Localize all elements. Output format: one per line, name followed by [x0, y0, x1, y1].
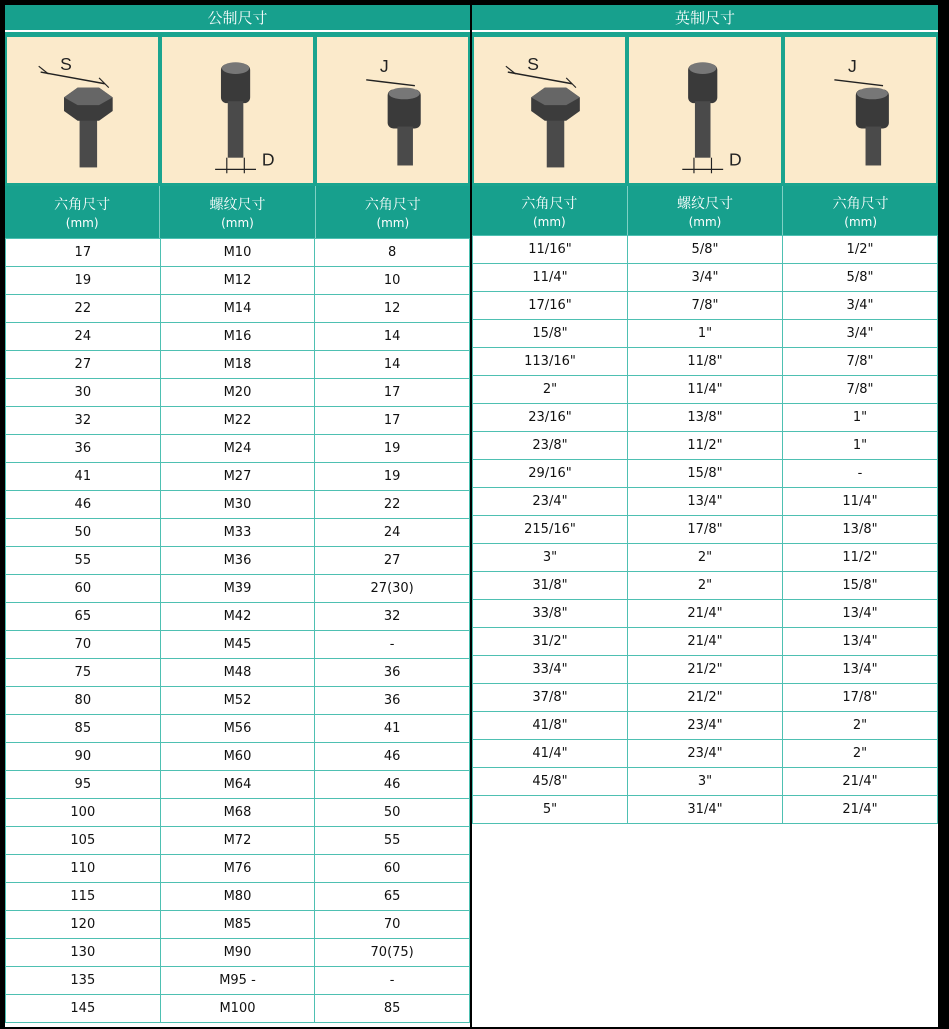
table-cell: 23/8" — [473, 432, 628, 460]
table-cell: 13/8" — [628, 404, 783, 432]
table-row — [6, 519, 470, 547]
header-label: 六角尺寸 — [832, 195, 889, 212]
metric-header-hex2 — [316, 186, 470, 238]
socket-screw-hex-icon — [317, 37, 468, 183]
table-cell: 23/16" — [473, 404, 628, 432]
table-cell: 85 — [6, 715, 161, 743]
table-cell: M90 — [160, 939, 315, 967]
table-cell: 46 — [315, 743, 470, 771]
table-cell: 11/4" — [783, 488, 938, 516]
table-cell: 50 — [315, 799, 470, 827]
table-cell: 3" — [628, 768, 783, 796]
table-cell: 15/8" — [473, 320, 628, 348]
table-cell: 41/8" — [473, 712, 628, 740]
table-cell: M80 — [160, 883, 315, 911]
table-cell: M85 — [160, 911, 315, 939]
table-cell: 23/4" — [473, 488, 628, 516]
table-cell: M68 — [160, 799, 315, 827]
table-cell: M76 — [160, 855, 315, 883]
table-cell: 21/2" — [628, 684, 783, 712]
table-row — [473, 432, 938, 460]
table-cell: 120 — [6, 911, 161, 939]
header-unit: (mm) — [688, 214, 722, 229]
metric-title: 公制尺寸 — [5, 5, 470, 32]
table-cell: 2" — [628, 572, 783, 600]
imperial-header-hex — [472, 186, 628, 235]
table-row — [6, 379, 470, 407]
table-cell: 14 — [315, 323, 470, 351]
header-unit: (mm) — [532, 214, 566, 229]
table-cell: 11/2" — [783, 544, 938, 572]
table-cell: 41 — [6, 463, 161, 491]
table-cell: 17/8" — [783, 684, 938, 712]
table-row — [473, 460, 938, 488]
table-cell: 41 — [315, 715, 470, 743]
table-cell: 110 — [6, 855, 161, 883]
table-row — [6, 827, 470, 855]
table-cell: 11/4" — [628, 376, 783, 404]
table-cell: 90 — [6, 743, 161, 771]
table-cell: 3" — [473, 544, 628, 572]
table-cell: 1/2" — [783, 236, 938, 264]
table-row — [6, 435, 470, 463]
table-cell: 21/4" — [628, 600, 783, 628]
table-cell: 95 — [6, 771, 161, 799]
table-cell: 14 — [315, 351, 470, 379]
table-cell: 65 — [315, 883, 470, 911]
table-row — [473, 348, 938, 376]
table-row — [473, 516, 938, 544]
table-cell: 3/4" — [783, 292, 938, 320]
table-cell: - — [315, 967, 470, 995]
table-cell: 31/8" — [473, 572, 628, 600]
table-cell: 2" — [783, 740, 938, 768]
metric-images — [5, 32, 470, 186]
header-label: 螺纹尺寸 — [209, 197, 266, 213]
header-unit: (mm) — [844, 214, 878, 229]
table-cell: 5" — [473, 796, 628, 824]
table-cell: 100 — [6, 799, 161, 827]
table-row — [6, 911, 470, 939]
table-row — [6, 939, 470, 967]
table-row — [6, 407, 470, 435]
table-cell: 11/4" — [473, 264, 628, 292]
table-cell: M10 — [160, 239, 315, 267]
table-cell: 24 — [6, 323, 161, 351]
table-row — [6, 351, 470, 379]
table-cell: M18 — [160, 351, 315, 379]
table-cell: 50 — [6, 519, 161, 547]
table-cell: 24 — [315, 519, 470, 547]
imperial-panel — [472, 5, 938, 1027]
table-cell: 70 — [315, 911, 470, 939]
socket-screw-hex-icon — [785, 37, 936, 183]
table-row — [6, 631, 470, 659]
table-cell: 32 — [315, 603, 470, 631]
table-cell: 17/16" — [473, 292, 628, 320]
socket-screw-thread-icon — [162, 37, 313, 183]
table-cell: M42 — [160, 603, 315, 631]
table-cell: 105 — [6, 827, 161, 855]
table-cell: 45/8" — [473, 768, 628, 796]
table-cell: 21/2" — [628, 656, 783, 684]
table-row — [473, 712, 938, 740]
table-cell: 1" — [783, 432, 938, 460]
header-label: 六角尺寸 — [364, 197, 421, 213]
table-cell: 21/4" — [628, 628, 783, 656]
table-cell: 5/8" — [628, 236, 783, 264]
table-cell: 41/4" — [473, 740, 628, 768]
table-row — [6, 967, 470, 995]
table-cell: 113/16" — [473, 348, 628, 376]
table-row — [6, 463, 470, 491]
table-cell: 8 — [315, 239, 470, 267]
table-cell: 7/8" — [628, 292, 783, 320]
imperial-table — [472, 235, 938, 824]
table-cell: 5/8" — [783, 264, 938, 292]
table-row — [473, 376, 938, 404]
table-row — [473, 292, 938, 320]
table-cell: 29/16" — [473, 460, 628, 488]
table-cell: 55 — [315, 827, 470, 855]
table-cell: 15/8" — [783, 572, 938, 600]
table-row — [6, 687, 470, 715]
header-unit: (mm) — [65, 216, 99, 230]
hex-bolt-icon — [474, 37, 625, 183]
table-row — [473, 572, 938, 600]
table-cell: 36 — [315, 659, 470, 687]
table-row — [6, 995, 470, 1023]
table-cell: 32 — [6, 407, 161, 435]
metric-header-row — [5, 186, 470, 238]
table-row — [473, 796, 938, 824]
table-cell: 31/4" — [628, 796, 783, 824]
table-row — [473, 264, 938, 292]
table-cell: M16 — [160, 323, 315, 351]
header-unit: (mm) — [221, 216, 254, 230]
metric-header-hex — [5, 186, 160, 238]
table-cell: M48 — [160, 659, 315, 687]
table-cell: - — [783, 460, 938, 488]
table-cell: 2" — [628, 544, 783, 572]
table-cell: M60 — [160, 743, 315, 771]
table-cell: 55 — [6, 547, 161, 575]
table-cell: 46 — [6, 491, 161, 519]
table-cell: - — [315, 631, 470, 659]
table-row — [6, 659, 470, 687]
table-cell: 11/16" — [473, 236, 628, 264]
table-cell: M56 — [160, 715, 315, 743]
table-cell: 19 — [315, 463, 470, 491]
table-cell: M64 — [160, 771, 315, 799]
table-cell: 11/2" — [628, 432, 783, 460]
table-cell: 36 — [6, 435, 161, 463]
header-label: 六角尺寸 — [54, 197, 111, 213]
table-cell: 115 — [6, 883, 161, 911]
table-row — [473, 404, 938, 432]
imperial-header-hex2 — [783, 186, 938, 235]
table-cell: 22 — [6, 295, 161, 323]
imperial-images — [472, 32, 938, 186]
bolt-dimension-label: S — [60, 54, 72, 75]
table-row — [473, 656, 938, 684]
table-cell: 46 — [315, 771, 470, 799]
table-cell: 70(75) — [315, 939, 470, 967]
table-row — [6, 771, 470, 799]
thread-dimension-label: D — [729, 149, 742, 170]
header-label: 六角尺寸 — [521, 195, 578, 212]
table-cell: 13/4" — [783, 600, 938, 628]
table-row — [6, 239, 470, 267]
table-cell: M52 — [160, 687, 315, 715]
table-row — [473, 684, 938, 712]
table-cell: 13/4" — [783, 628, 938, 656]
table-cell: 85 — [315, 995, 470, 1023]
table-cell: 21/4" — [783, 796, 938, 824]
table-cell: 80 — [6, 687, 161, 715]
table-cell: 13/8" — [783, 516, 938, 544]
table-cell: 10 — [315, 267, 470, 295]
table-cell: 12 — [315, 295, 470, 323]
table-cell: 7/8" — [783, 376, 938, 404]
table-row — [6, 575, 470, 603]
table-cell: 21/4" — [783, 768, 938, 796]
table-cell: 11/8" — [628, 348, 783, 376]
table-row — [6, 799, 470, 827]
table-row — [473, 488, 938, 516]
table-row — [473, 544, 938, 572]
table-cell: 33/4" — [473, 656, 628, 684]
imperial-title: 英制尺寸 — [472, 5, 938, 32]
table-cell: 19 — [315, 435, 470, 463]
table-cell: 36 — [315, 687, 470, 715]
table-cell: M33 — [160, 519, 315, 547]
table-row — [6, 883, 470, 911]
table-row — [6, 323, 470, 351]
table-cell: 145 — [6, 995, 161, 1023]
table-cell: 23/4" — [628, 740, 783, 768]
table-cell: M39 — [160, 575, 315, 603]
table-cell: M20 — [160, 379, 315, 407]
table-cell: 27 — [315, 547, 470, 575]
metric-panel — [5, 5, 470, 1027]
table-cell: 17 — [315, 379, 470, 407]
table-cell: M45 — [160, 631, 315, 659]
table-row — [473, 768, 938, 796]
table-cell: 2" — [783, 712, 938, 740]
table-row — [6, 743, 470, 771]
table-cell: M27 — [160, 463, 315, 491]
table-cell: 75 — [6, 659, 161, 687]
table-cell: 13/4" — [783, 656, 938, 684]
table-cell: M12 — [160, 267, 315, 295]
hex-bolt-icon — [7, 37, 158, 183]
table-cell: 1" — [783, 404, 938, 432]
table-cell: 130 — [6, 939, 161, 967]
header-unit: (mm) — [376, 216, 410, 230]
table-row — [473, 320, 938, 348]
table-row — [6, 491, 470, 519]
table-row — [473, 740, 938, 768]
table-row — [473, 600, 938, 628]
table-cell: M72 — [160, 827, 315, 855]
socket-dimension-label: J — [847, 56, 857, 77]
table-cell: 37/8" — [473, 684, 628, 712]
socket-dimension-label: J — [379, 56, 389, 77]
socket-screw-thread-icon — [629, 37, 780, 183]
table-cell: M100 — [160, 995, 315, 1023]
table-cell: 3/4" — [783, 320, 938, 348]
table-cell: 135 — [6, 967, 161, 995]
table-cell: 33/8" — [473, 600, 628, 628]
metric-table — [5, 238, 470, 1023]
table-cell: M24 — [160, 435, 315, 463]
table-cell: 1" — [628, 320, 783, 348]
table-cell: 15/8" — [628, 460, 783, 488]
table-cell: 31/2" — [473, 628, 628, 656]
table-row — [6, 547, 470, 575]
table-row — [6, 267, 470, 295]
table-row — [6, 855, 470, 883]
table-cell: 3/4" — [628, 264, 783, 292]
thread-dimension-label: D — [261, 149, 275, 170]
table-cell: 27 — [6, 351, 161, 379]
table-cell: 7/8" — [783, 348, 938, 376]
table-cell: 30 — [6, 379, 161, 407]
table-cell: 19 — [6, 267, 161, 295]
table-cell: 60 — [6, 575, 161, 603]
table-cell: M22 — [160, 407, 315, 435]
table-cell: 13/4" — [628, 488, 783, 516]
header-label: 螺纹尺寸 — [677, 195, 733, 212]
table-cell: 17 — [315, 407, 470, 435]
metric-header-thread — [160, 186, 315, 238]
bolt-dimension-label: S — [527, 54, 539, 75]
table-row — [473, 628, 938, 656]
table-cell: 17 — [6, 239, 161, 267]
table-cell: 22 — [315, 491, 470, 519]
table-cell: M36 — [160, 547, 315, 575]
table-row — [6, 295, 470, 323]
imperial-header-thread — [628, 186, 784, 235]
table-cell: 215/16" — [473, 516, 628, 544]
imperial-header-row — [472, 186, 938, 235]
table-cell: 70 — [6, 631, 161, 659]
table-row — [473, 236, 938, 264]
table-cell: 17/8" — [628, 516, 783, 544]
table-cell: 2" — [473, 376, 628, 404]
table-cell: 27(30) — [315, 575, 470, 603]
table-cell: M14 — [160, 295, 315, 323]
table-cell: 23/4" — [628, 712, 783, 740]
table-cell: 65 — [6, 603, 161, 631]
table-cell: M95 - — [160, 967, 315, 995]
table-cell: M30 — [160, 491, 315, 519]
table-cell: 60 — [315, 855, 470, 883]
table-row — [6, 715, 470, 743]
table-row — [6, 603, 470, 631]
